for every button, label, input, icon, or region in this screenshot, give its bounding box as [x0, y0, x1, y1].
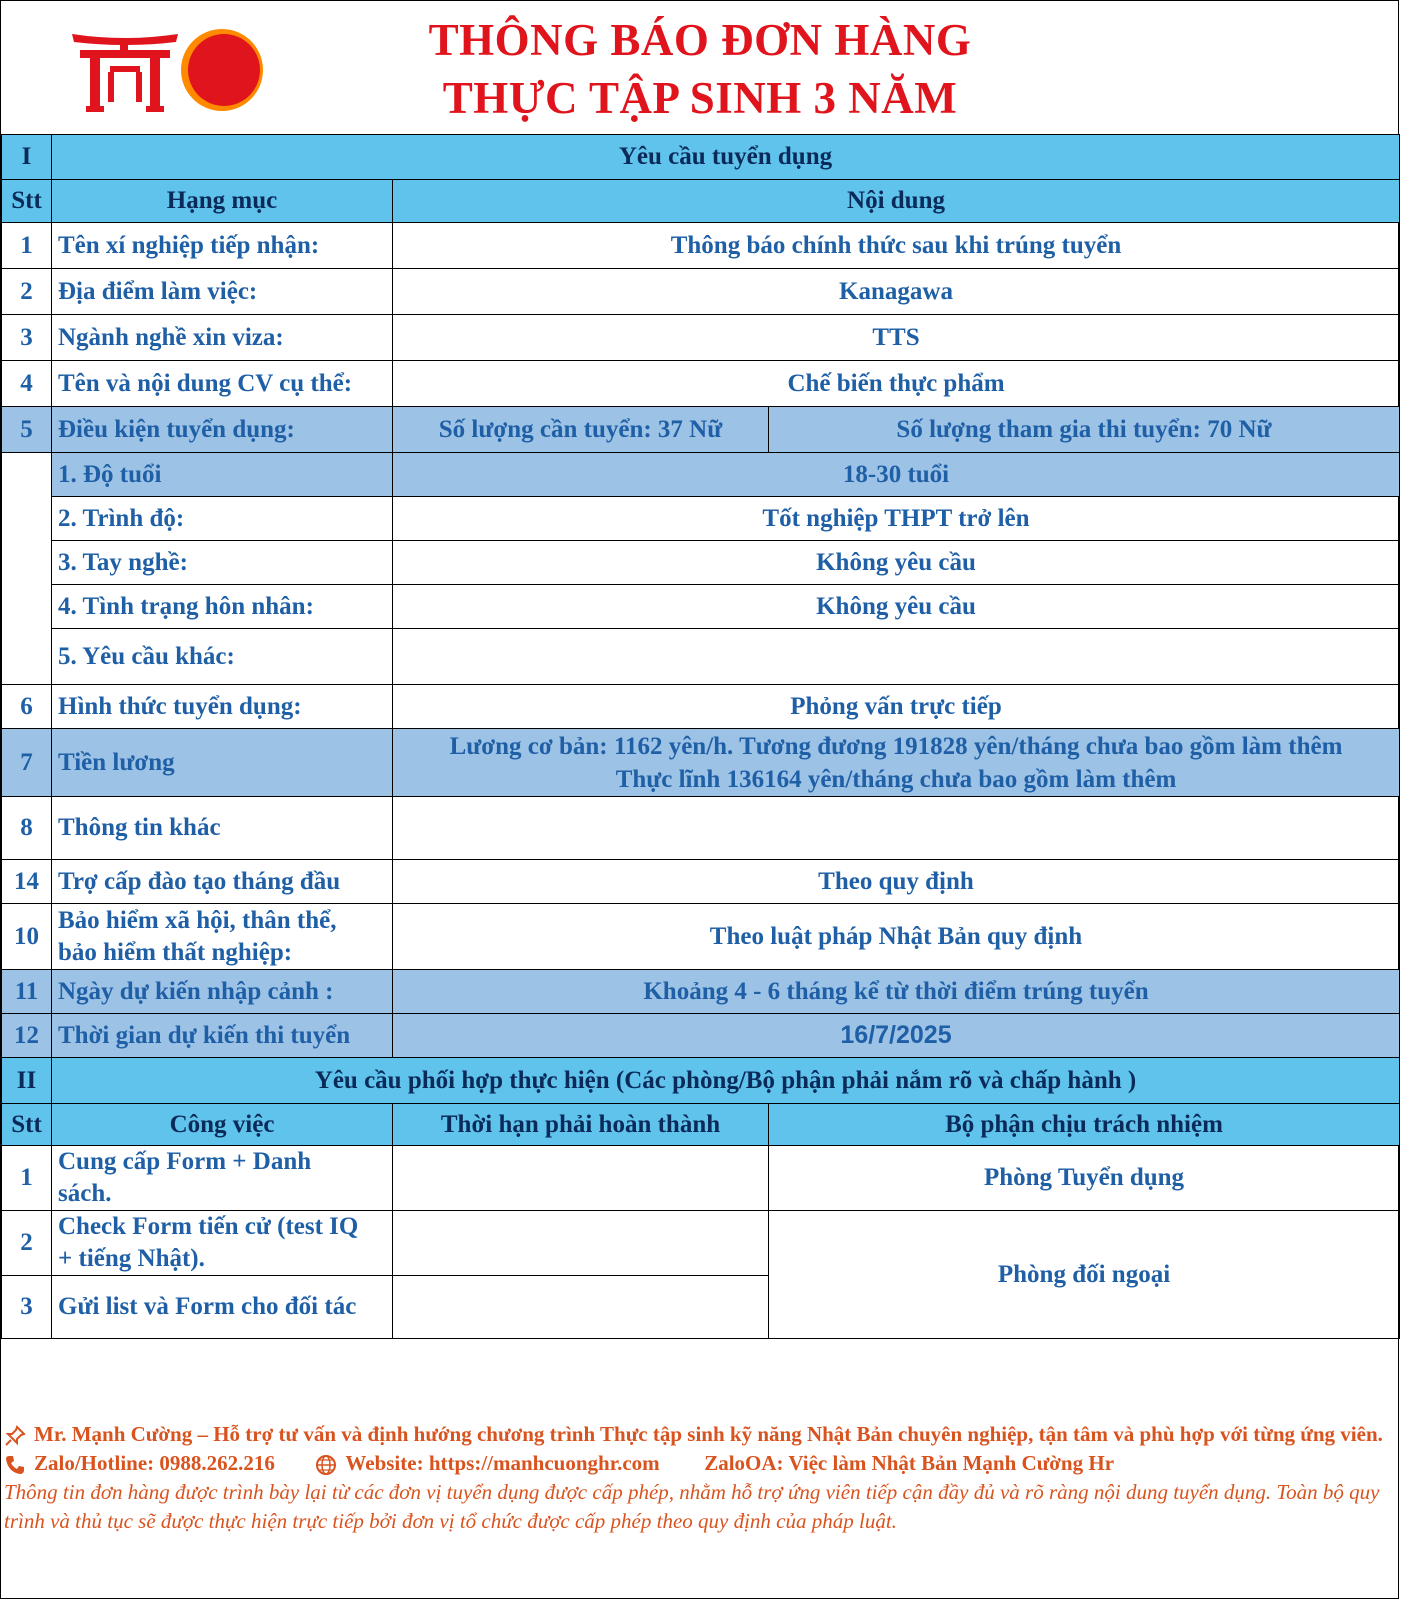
condition-row — [2, 629, 1400, 685]
section1-title: Yêu cầu tuyển dụng — [52, 135, 1400, 180]
task-row — [2, 1211, 1400, 1276]
table-row — [2, 223, 1400, 269]
task-line2: + tiếng Nhật). — [58, 1245, 205, 1272]
condition-item: 4. Tình trạng hôn nhân: — [52, 585, 393, 629]
section2-header — [2, 1058, 1400, 1104]
row-stt: 2 — [2, 269, 52, 315]
deadline-cell — [393, 1276, 769, 1339]
row-stt: 3 — [2, 1276, 52, 1339]
table-row — [2, 685, 1400, 729]
row-stt: 7 — [2, 729, 52, 797]
task-cell: Gửi list và Form cho đối tác — [52, 1276, 393, 1339]
row-content: Thông báo chính thức sau khi trúng tuyển — [393, 223, 1400, 269]
table-row — [2, 1014, 1400, 1058]
row-item: Ngành nghề xin viza: — [52, 315, 393, 361]
task-cell — [52, 1211, 393, 1276]
row-stt: 12 — [2, 1014, 52, 1058]
section2-column-header — [2, 1104, 1400, 1146]
order-table — [1, 134, 1400, 1339]
salary-line2: Thực lĩnh 136164 yên/tháng chưa bao gồm làm thêm — [615, 765, 1177, 793]
condition-item: 3. Tay nghề: — [52, 541, 393, 585]
table-row — [2, 361, 1400, 407]
conditions-stt-blank — [2, 453, 52, 685]
condition-item: 1. Độ tuổi — [52, 453, 393, 497]
footer-intro-text: Mr. Mạnh Cường – Hỗ trợ tư vấn và định hướng chương trình Thực tập sinh kỹ năng Nhật Bản chuyên nghiệp, tận tâm và phù hợp với từng ứng viên. — [34, 1422, 1383, 1446]
col-deadline: Thời hạn phải hoàn thành — [393, 1104, 769, 1146]
row-stt: 2 — [2, 1211, 52, 1276]
hotline-link[interactable]: Zalo/Hotline: 0988.262.216 — [34, 1451, 275, 1475]
row-stt: 8 — [2, 797, 52, 860]
row-item: Trợ cấp đào tạo tháng đầu — [52, 860, 393, 904]
row-content: TTS — [393, 315, 1400, 361]
row-stt: 6 — [2, 685, 52, 729]
col-content: Nội dung — [393, 180, 1400, 223]
table-row — [2, 797, 1400, 860]
row-content: Khoảng 4 - 6 tháng kể từ thời điểm trúng tuyển — [393, 970, 1400, 1014]
dept-cell: Phòng đối ngoại — [769, 1211, 1400, 1339]
section1-number: I — [2, 135, 52, 180]
footer-contacts — [4, 1449, 1394, 1478]
table-row-salary — [2, 729, 1400, 797]
dept-cell: Phòng Tuyển dụng — [769, 1146, 1400, 1211]
row-item: Ngày dự kiến nhập cảnh : — [52, 970, 393, 1014]
row-item: Địa điểm làm việc: — [52, 269, 393, 315]
table-row — [2, 904, 1400, 970]
task-line1: Check Form tiến cử (test IQ — [58, 1213, 359, 1240]
col-dept: Bộ phận chịu trách nhiệm — [769, 1104, 1400, 1146]
row-item: Tên và nội dung CV cụ thể: — [52, 361, 393, 407]
condition-row — [2, 453, 1400, 497]
task-line1: Cung cấp Form + Danh — [58, 1148, 312, 1175]
table-row — [2, 860, 1400, 904]
row-item-line1: Bảo hiểm xã hội, thân thể, — [58, 906, 337, 934]
salary-content — [393, 729, 1400, 797]
page-title-line2: THỰC TẬP SINH 3 NĂM — [442, 73, 958, 123]
zalooa-link[interactable]: ZaloOA: Việc làm Nhật Bản Mạnh Cường Hr — [704, 1451, 1115, 1475]
col-stt: Stt — [2, 1104, 52, 1146]
row-stt: 11 — [2, 970, 52, 1014]
row-content: Theo luật pháp Nhật Bản quy định — [393, 904, 1400, 970]
exam-date: 16/7/2025 — [393, 1014, 1400, 1058]
col-stt: Stt — [2, 180, 52, 223]
condition-item: 5. Yêu cầu khác: — [52, 629, 393, 685]
row-item: Thời gian dự kiến thi tuyển — [52, 1014, 393, 1058]
row-content: Phỏng vấn trực tiếp — [393, 685, 1400, 729]
task-line2: sách. — [58, 1180, 112, 1207]
condition-item: 2. Trình độ: — [52, 497, 393, 541]
task-cell — [52, 1146, 393, 1211]
condition-content: Không yêu cầu — [393, 585, 1400, 629]
required-quantity: Số lượng cần tuyển: 37 Nữ — [393, 407, 769, 453]
row-content: Chế biến thực phẩm — [393, 361, 1400, 407]
col-task: Công việc — [52, 1104, 393, 1146]
section1-header — [2, 135, 1400, 180]
condition-content: Tốt nghiệp THPT trở lên — [393, 497, 1400, 541]
condition-row — [2, 541, 1400, 585]
row-item — [52, 904, 393, 970]
condition-row — [2, 585, 1400, 629]
condition-row — [2, 497, 1400, 541]
pushpin-icon — [4, 1425, 26, 1447]
salary-line1: Lương cơ bản: 1162 yên/h. Tương đương 191828 yên/tháng chưa bao gồm làm thêm — [449, 732, 1343, 760]
phone-icon — [4, 1454, 26, 1476]
row-item: Hình thức tuyển dụng: — [52, 685, 393, 729]
globe-icon — [315, 1454, 337, 1476]
row-content: Kanagawa — [393, 269, 1400, 315]
task-row — [2, 1146, 1400, 1211]
footer-disclaimer: Thông tin đơn hàng được trình bày lại từ các đơn vị tuyển dụng được cấp phép, nhằm hỗ trợ ứng viên tiếp cận đầy đủ và rõ ràng nội dung tuyển dụng. Toàn bộ quy trình và thủ tục sẽ được thực hiện trực tiếp bởi đơn vị tổ chức được cấp phép theo quy định của pháp luật. — [4, 1480, 1380, 1533]
row-stt: 10 — [2, 904, 52, 970]
row-item: Tên xí nghiệp tiếp nhận: — [52, 223, 393, 269]
table-row — [2, 315, 1400, 361]
page-title-line1: THÔNG BÁO ĐƠN HÀNG — [428, 15, 972, 65]
deadline-cell — [393, 1211, 769, 1276]
row-item-line2: bảo hiểm thất nghiệp: — [58, 938, 293, 966]
col-item: Hạng mục — [52, 180, 393, 223]
footer — [4, 1420, 1394, 1536]
condition-content: 18-30 tuổi — [393, 453, 1400, 497]
section2-number: II — [2, 1058, 52, 1104]
row-stt: 5 — [2, 407, 52, 453]
condition-content — [393, 629, 1400, 685]
row-item: Tiền lương — [52, 729, 393, 797]
row-stt: 14 — [2, 860, 52, 904]
condition-content: Không yêu cầu — [393, 541, 1400, 585]
table-row — [2, 970, 1400, 1014]
row-content: Theo quy định — [393, 860, 1400, 904]
deadline-cell — [393, 1146, 769, 1211]
table-row — [2, 407, 1400, 453]
row-stt: 3 — [2, 315, 52, 361]
torii-gate-sun-logo — [70, 28, 270, 114]
row-stt: 4 — [2, 361, 52, 407]
footer-intro — [4, 1420, 1394, 1449]
row-stt: 1 — [2, 223, 52, 269]
row-stt: 1 — [2, 1146, 52, 1211]
row-item: Điều kiện tuyển dụng: — [52, 407, 393, 453]
table-row — [2, 269, 1400, 315]
row-content — [393, 797, 1400, 860]
website-link[interactable]: Website: https://manhcuonghr.com — [345, 1451, 660, 1475]
exam-quantity: Số lượng tham gia thi tuyển: 70 Nữ — [769, 407, 1400, 453]
section1-column-header — [2, 180, 1400, 223]
section2-title: Yêu cầu phối hợp thực hiện (Các phòng/Bộ phận phải nắm rõ và chấp hành ) — [52, 1058, 1400, 1104]
row-item: Thông tin khác — [52, 797, 393, 860]
